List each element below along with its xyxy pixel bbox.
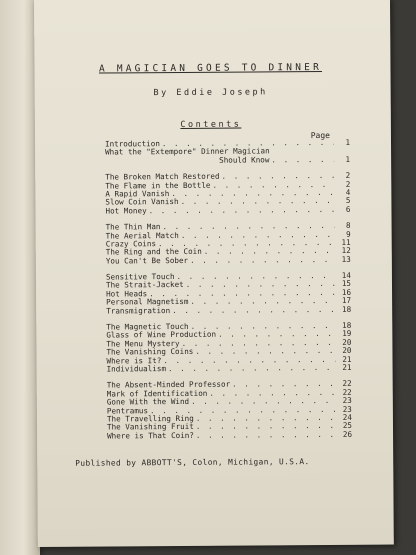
toc-entry-title: Where is That Coin? <box>107 430 194 441</box>
toc-entry-title: The Broken Match Restored <box>105 171 220 182</box>
toc-entry-title: Glass of Wine Production <box>106 330 217 340</box>
toc-entry-page: 23 <box>342 395 352 406</box>
toc-dot-leader <box>172 306 335 316</box>
toc-entry-title: Sensitive Touch <box>105 272 175 282</box>
toc-entry-title: Should Know <box>219 155 270 165</box>
toc-entry-title: The Vanishing Fruit <box>106 422 194 432</box>
toc-entry-title: Mark of Identification <box>106 388 208 399</box>
author-line: By Eddie Joseph <box>153 87 268 99</box>
toc-dot-leader <box>168 364 336 374</box>
toc-entry <box>106 255 351 265</box>
toc-entry-page: 20 <box>342 337 352 347</box>
toc-entry <box>105 206 350 216</box>
toc-entry-title: What the "Extempore" Dinner Magician <box>105 146 270 157</box>
toc-entry-page: 16 <box>341 287 352 297</box>
toc-entry <box>107 431 352 441</box>
toc-entry-title: Individualism <box>106 364 167 374</box>
toc-entry-page: 15 <box>341 279 352 289</box>
toc-entry-title: The Magnetic Touch <box>106 321 189 332</box>
toc-dot-leader <box>271 156 334 165</box>
toc-entry-title: Gone With the Wind <box>106 397 190 407</box>
toc-entry <box>105 156 350 166</box>
toc-entry-title: Transmigration <box>106 305 171 316</box>
toc-entry-title: The Absent-Minded Professor <box>106 380 231 390</box>
contents-page <box>34 0 394 547</box>
toc-entry-page: 13 <box>341 254 351 264</box>
toc-entry-page: 24 <box>342 412 352 422</box>
toc-entry-page: 2 <box>345 179 351 189</box>
toc-dot-leader <box>196 431 336 440</box>
toc-entry-page: 20 <box>342 345 352 356</box>
toc-entry-page: 22 <box>342 379 352 389</box>
toc-entry-title: The Aerial Match <box>105 230 179 241</box>
toc-entry-title: Hot Heads <box>106 289 148 299</box>
contents-heading: Contents <box>180 119 242 130</box>
toc-entry <box>106 305 351 315</box>
toc-entry-title: Introduction <box>104 139 160 149</box>
toc-entry-page: 19 <box>342 329 352 339</box>
toc-entry-page: 2 <box>345 170 351 181</box>
toc-entry-title: Pentramus <box>106 405 149 416</box>
toc-entry-title: The Travelling Ring <box>106 413 194 424</box>
toc-entry-page: 21 <box>342 362 352 372</box>
toc-entry-page: 4 <box>345 187 351 197</box>
toc-entry-page: 17 <box>341 296 352 306</box>
toc-entry-title: Crazy Coins <box>105 239 157 249</box>
publisher-line: Published by ABBOTT'S, Colon, Michigan, U.S.A. <box>75 457 310 468</box>
table-of-contents <box>105 139 352 441</box>
toc-entry-title: The Vanishing Coins <box>106 347 194 357</box>
toc-entry-page: 5 <box>345 196 351 206</box>
toc-entry-page: 1 <box>345 154 351 164</box>
toc-entry-title: The Ring and the Coin <box>105 247 202 257</box>
toc-entry-page: 25 <box>342 421 353 431</box>
toc-entry-title: You Can't Be Sober <box>105 255 189 266</box>
toc-entry-page: 1 <box>345 137 351 147</box>
toc-dot-leader <box>190 256 335 265</box>
toc-entry-title: A Rapid Vanish <box>105 189 170 199</box>
toc-entry-page: 8 <box>345 220 351 230</box>
toc-entry-title: The Menu Mystery <box>106 338 180 349</box>
toc-entry <box>107 364 352 374</box>
toc-entry-page: 11 <box>341 237 351 247</box>
page-column-label: Page <box>310 130 330 141</box>
toc-entry-title: Hot Money <box>105 205 147 216</box>
toc-entry-page: 6 <box>345 204 351 214</box>
toc-entry-page: 26 <box>342 429 353 439</box>
toc-entry-page: 9 <box>346 229 351 239</box>
toc-entry-page: 14 <box>341 270 351 280</box>
toc-dot-leader <box>149 206 335 216</box>
toc-entry-page: 18 <box>342 320 352 330</box>
toc-entry-page: 21 <box>342 354 352 364</box>
toc-entry-title: The Strait-Jacket <box>105 280 184 290</box>
toc-entry-title: The Thin Man <box>105 222 161 232</box>
toc-entry-page: 23 <box>342 404 352 414</box>
toc-entry-title: Where is It? <box>106 355 162 366</box>
toc-entry-page: 22 <box>342 387 352 397</box>
toc-entry-page: 18 <box>341 304 352 314</box>
toc-entry-title: Personal Magnetism <box>106 297 189 307</box>
toc-entry-page: 12 <box>341 246 351 256</box>
booklet-title: A MAGICIAN GOES TO DINNER <box>98 61 323 75</box>
toc-entry-title: Slow Coin Vanish <box>105 197 179 207</box>
toc-entry-title: The Flame in the Bottle <box>105 180 211 191</box>
